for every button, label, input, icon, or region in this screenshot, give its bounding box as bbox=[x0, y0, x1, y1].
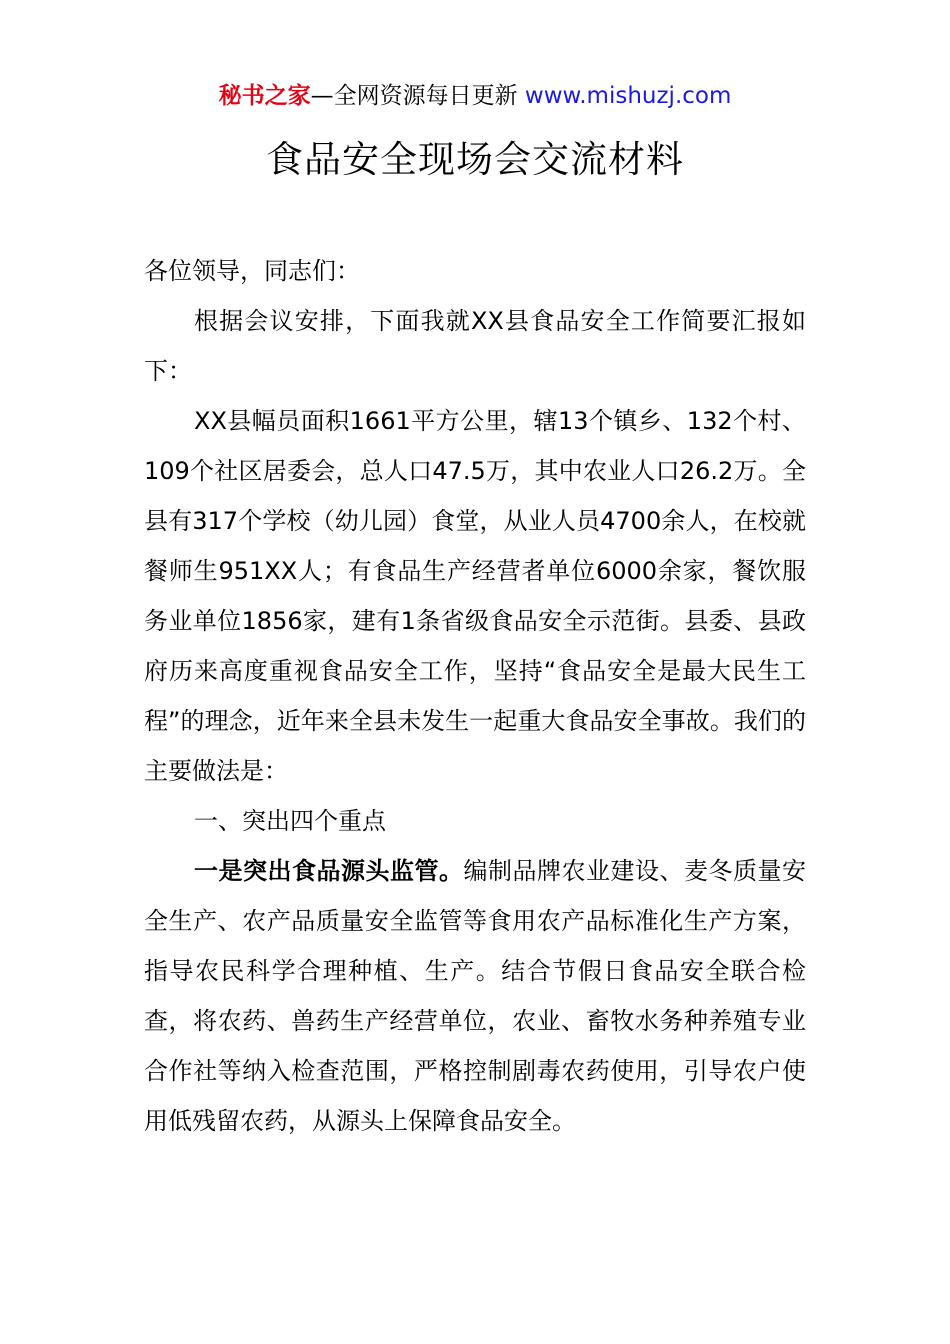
document-body bbox=[144, 246, 806, 1146]
site-tagline: —全网资源每日更新 bbox=[310, 83, 525, 109]
intro-paragraph: 根据会议安排，下面我就XX县食品安全工作简要汇报如下： bbox=[144, 307, 806, 385]
site-header bbox=[0, 80, 950, 112]
point-paragraph bbox=[144, 846, 806, 1146]
site-url[interactable]: www.mishuzj.com bbox=[524, 83, 732, 109]
overview-paragraph: XX县幅员面积1661平方公里，辖13个镇乡、132个村、109个社区居委会，总人口47.5万，其中农业人口26.2万。全县有317个学校（幼儿园）食堂，从业人员4700余人，在校就餐师生951XX人；有食品生产经营者单位6000余家，餐饮服务业单位1856家，建有1条省级食品安全示范街。县委、县政府历来高度重视食品安全工作，坚持“食品安全是最大民生工程”的理念，近年来全县未发生一起重大食品安全事故。我们的主要做法是： bbox=[144, 407, 806, 785]
point-text: 编制品牌农业建设、麦冬质量安全生产、农产品质量安全监管等食用农产品标准化生产方案，指导农民科学合理种植、生产。结合节假日食品安全联合检查，将农药、兽药生产经营单位，农业、畜牧水务种养殖专业合作社等纳入检查范围，严格控制剧毒农药使用，引导农户使用低残留农药，从源头上保障食品安全。 bbox=[144, 857, 806, 1135]
site-brand: 秘书之家 bbox=[218, 83, 311, 109]
document-title: 食品安全现场会交流材料 bbox=[266, 138, 684, 181]
section-heading: 一、突出四个重点 bbox=[194, 807, 386, 835]
point-lead: 一是突出食品源头监管。 bbox=[194, 857, 464, 885]
salutation: 各位领导，同志们： bbox=[144, 257, 360, 285]
